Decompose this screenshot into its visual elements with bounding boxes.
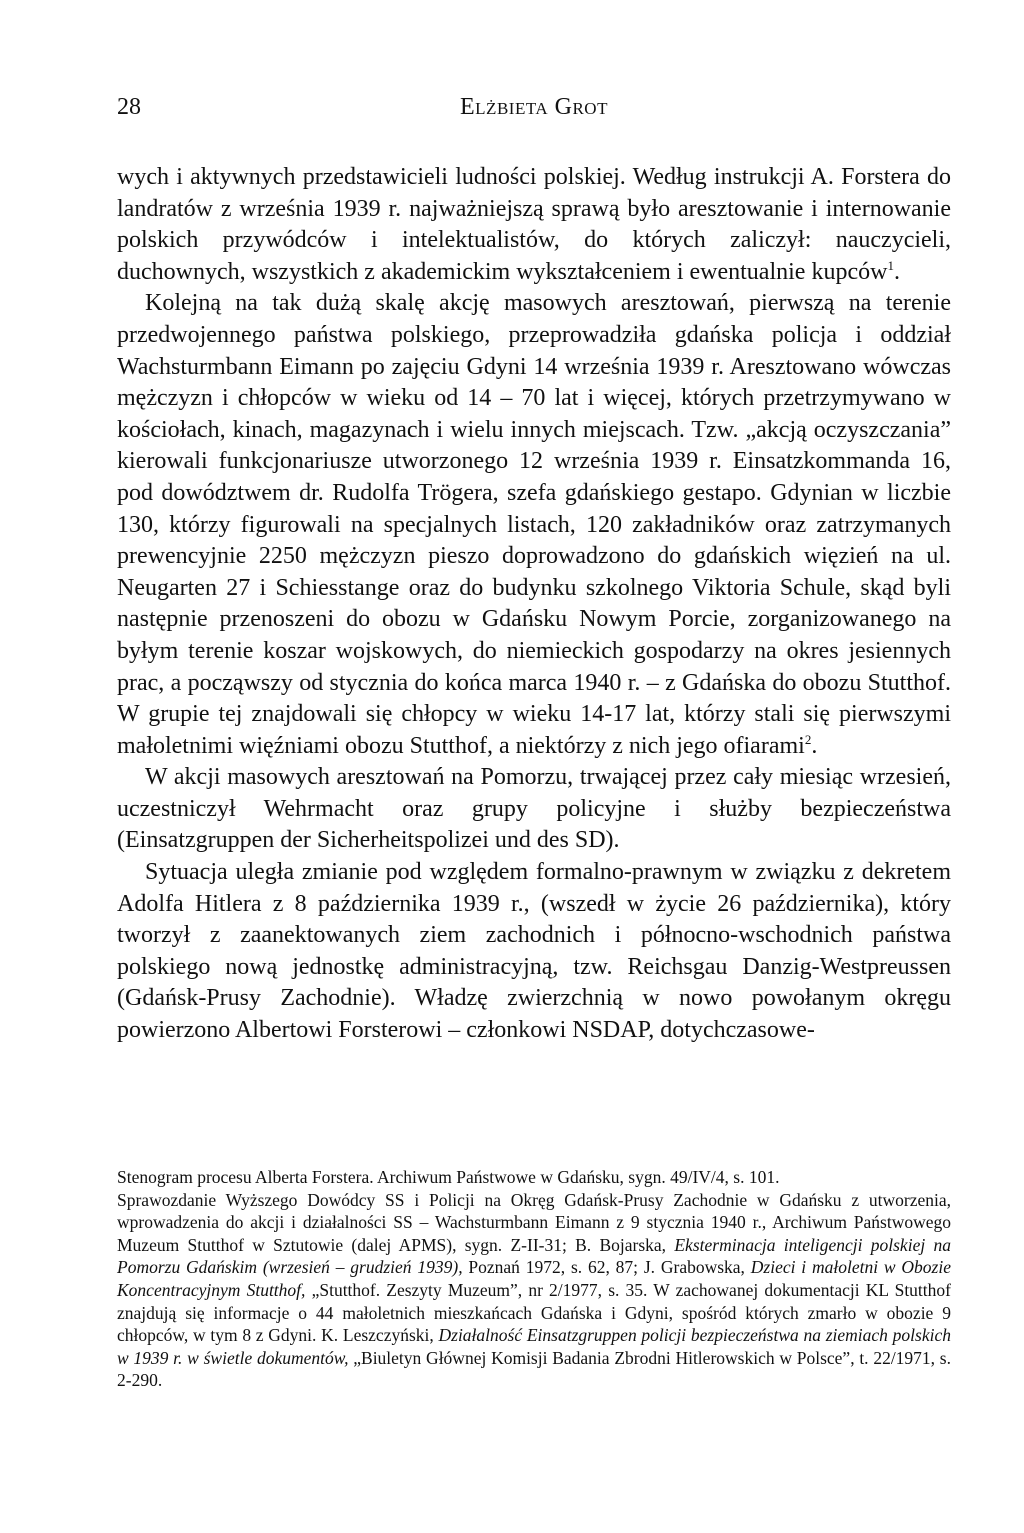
main-text <box>117 162 951 1047</box>
paragraph-1-end: . <box>893 258 900 285</box>
footnote-2-title-3: Działalność Einsatzgruppen policji bezpieczeństwa na ziemiach polskich w 1939 r. w świetle dokumentów, <box>117 1325 951 1368</box>
footnote-ref-2: 2 <box>804 731 812 747</box>
footnote-2-title-2: Dzieci i małoletni w Obozie Koncentracyjnym Stutthof, <box>117 1257 951 1300</box>
page-number: 28 <box>117 94 141 120</box>
paragraph-3: W akcji masowych aresztowań na Pomorzu, trwającej przez cały miesiąc wrzesień, uczestniczył Wehrmacht oraz grupy policyjne i służby bezpieczeństwa (Einsatzgruppen der Sicherheitspolizei und des SD). <box>117 764 951 854</box>
page-header <box>117 92 951 126</box>
paragraph-2-text: Kolejną na tak dużą skalę akcję masowych aresztowań, pierwszą na terenie przedwojennego państwa polskiego, przeprowadziła gdańska policja i oddział Wachsturmbann Eimann po zajęciu Gdyni 14 września 1939 r. Aresztowano wówczas mężczyzn i chłopców w wieku od 14 – 70 lat i więcej, których przetrzymywano w kościołach, kinach, magazynach i wielu innych miejscach. Tzw. „akcją oczyszczania” kierowali funkcjonariusze utworzonego 12 września 1939 r. Einsatzkommanda 16, pod dowództwem dr. Rudolfa Trögera, szefa gdańskiego gestapo. Gdynian w liczbie 130, którzy figurowali na specjalnych listach, 120 zakładników oraz zatrzymanych prewencyjnie 2250 mężczyzn pieszo doprowadzono do gdańskich więzień na ul. Neugarten 27 i Schiesstange oraz do budynku szkolnego Viktoria Schule, skąd byli następnie przenoszeni do obozu w Gdańsku Nowym Porcie, zorganizowanego na byłym terenie koszar wojskowych, do niemieckich gospodarzy na okres jesiennych prac, a począwszy od stycznia do końca marca 1940 r. – z Gdańska do obozu Stutthof. W grupie tej znajdowali się chłopcy w wieku 14-17 lat, którzy stali się pierwszymi małoletnimi więźniami obozu Stutthof, a niektórzy z nich jego ofiarami <box>117 290 951 759</box>
footnote-2 <box>117 1189 951 1392</box>
paragraph-2 <box>117 288 951 762</box>
paragraph-2-end: . <box>811 732 818 759</box>
footnote-2-part-a: Sprawozdanie Wyższego Dowódcy SS i Policji na Okręg Gdańsk-Prusy Zachodnie w Gdańsku z utworzenia, wprowadzenia do akcji i działalności SS – Wachsturmbann Eimann z 9 stycznia 1940 r., Archiwum Państwowego Muzeum Stutthof w Sztutowie (dalej APMS), sygn. Z-II-31; B. Bojarska, <box>117 1189 951 1255</box>
running-head-author: Elżbieta Grot <box>460 94 608 120</box>
footnote-2-part-d: „Biuletyn Głównej Komisji Badania Zbrodni Hitlerowskich w Polsce”, t. 22/1971, s. 2-290. <box>117 1347 951 1391</box>
footnote-2-title-1: Eksterminacja inteligencji polskiej na Pomorzu Gdańskim (wrzesień – grudzień 1939), <box>117 1234 951 1278</box>
paragraph-4: Sytuacja uległa zmianie pod względem formalno-prawnym w związku z dekretem Adolfa Hitlera z 8 października 1939 r., (wszedł w życie 26 października), który tworzył z zaanektowanych ziem zachodnich i północno-wschodnich państwa polskiego nową jednostkę administracyjną, tzw. Reichsgau Danzig-Westpreussen (Gdańsk-Prusy Zachodnie). Władzę zwierzchnią w nowo powołanym okręgu powierzono Albertowi Forsterowi – członkowi NSDAP, dotychczasowe- <box>117 859 951 1044</box>
footnote-2-part-c: „Stutthof. Zeszyty Muzeum”, nr 2/1977, s. 35. W zachowanej dokumentacji KL Stutthof znajdują się informacje o 44 małoletnich mieszkańcach Gdańska i Gdyni, spośród których zmarło w obozie 9 chłopców, w tym 8 z Gdyni. K. Leszczyński, <box>117 1279 951 1346</box>
paragraph-1 <box>117 162 951 288</box>
footnote-1: Stenogram procesu Alberta Forstera. Archiwum Państwowe w Gdańsku, sygn. 49/IV/4, s. 101. <box>117 1167 780 1187</box>
footnotes <box>117 1166 951 1392</box>
footnote-2-part-b: Poznań 1972, s. 62, 87; J. Grabowska, <box>462 1257 751 1278</box>
paragraph-1-text: wych i aktywnych przedstawicieli ludności polskiej. Według instrukcji A. Forstera do landratów z września 1939 r. najważniejszą sprawą było aresztowanie i internowanie polskich przywódców i intelektualistów, do których zaliczył: nauczycieli, duchownych, wszystkich z akademickim wykształceniem i ewentualnie kupców <box>117 164 951 285</box>
footnote-ref-1: 1 <box>887 257 894 273</box>
